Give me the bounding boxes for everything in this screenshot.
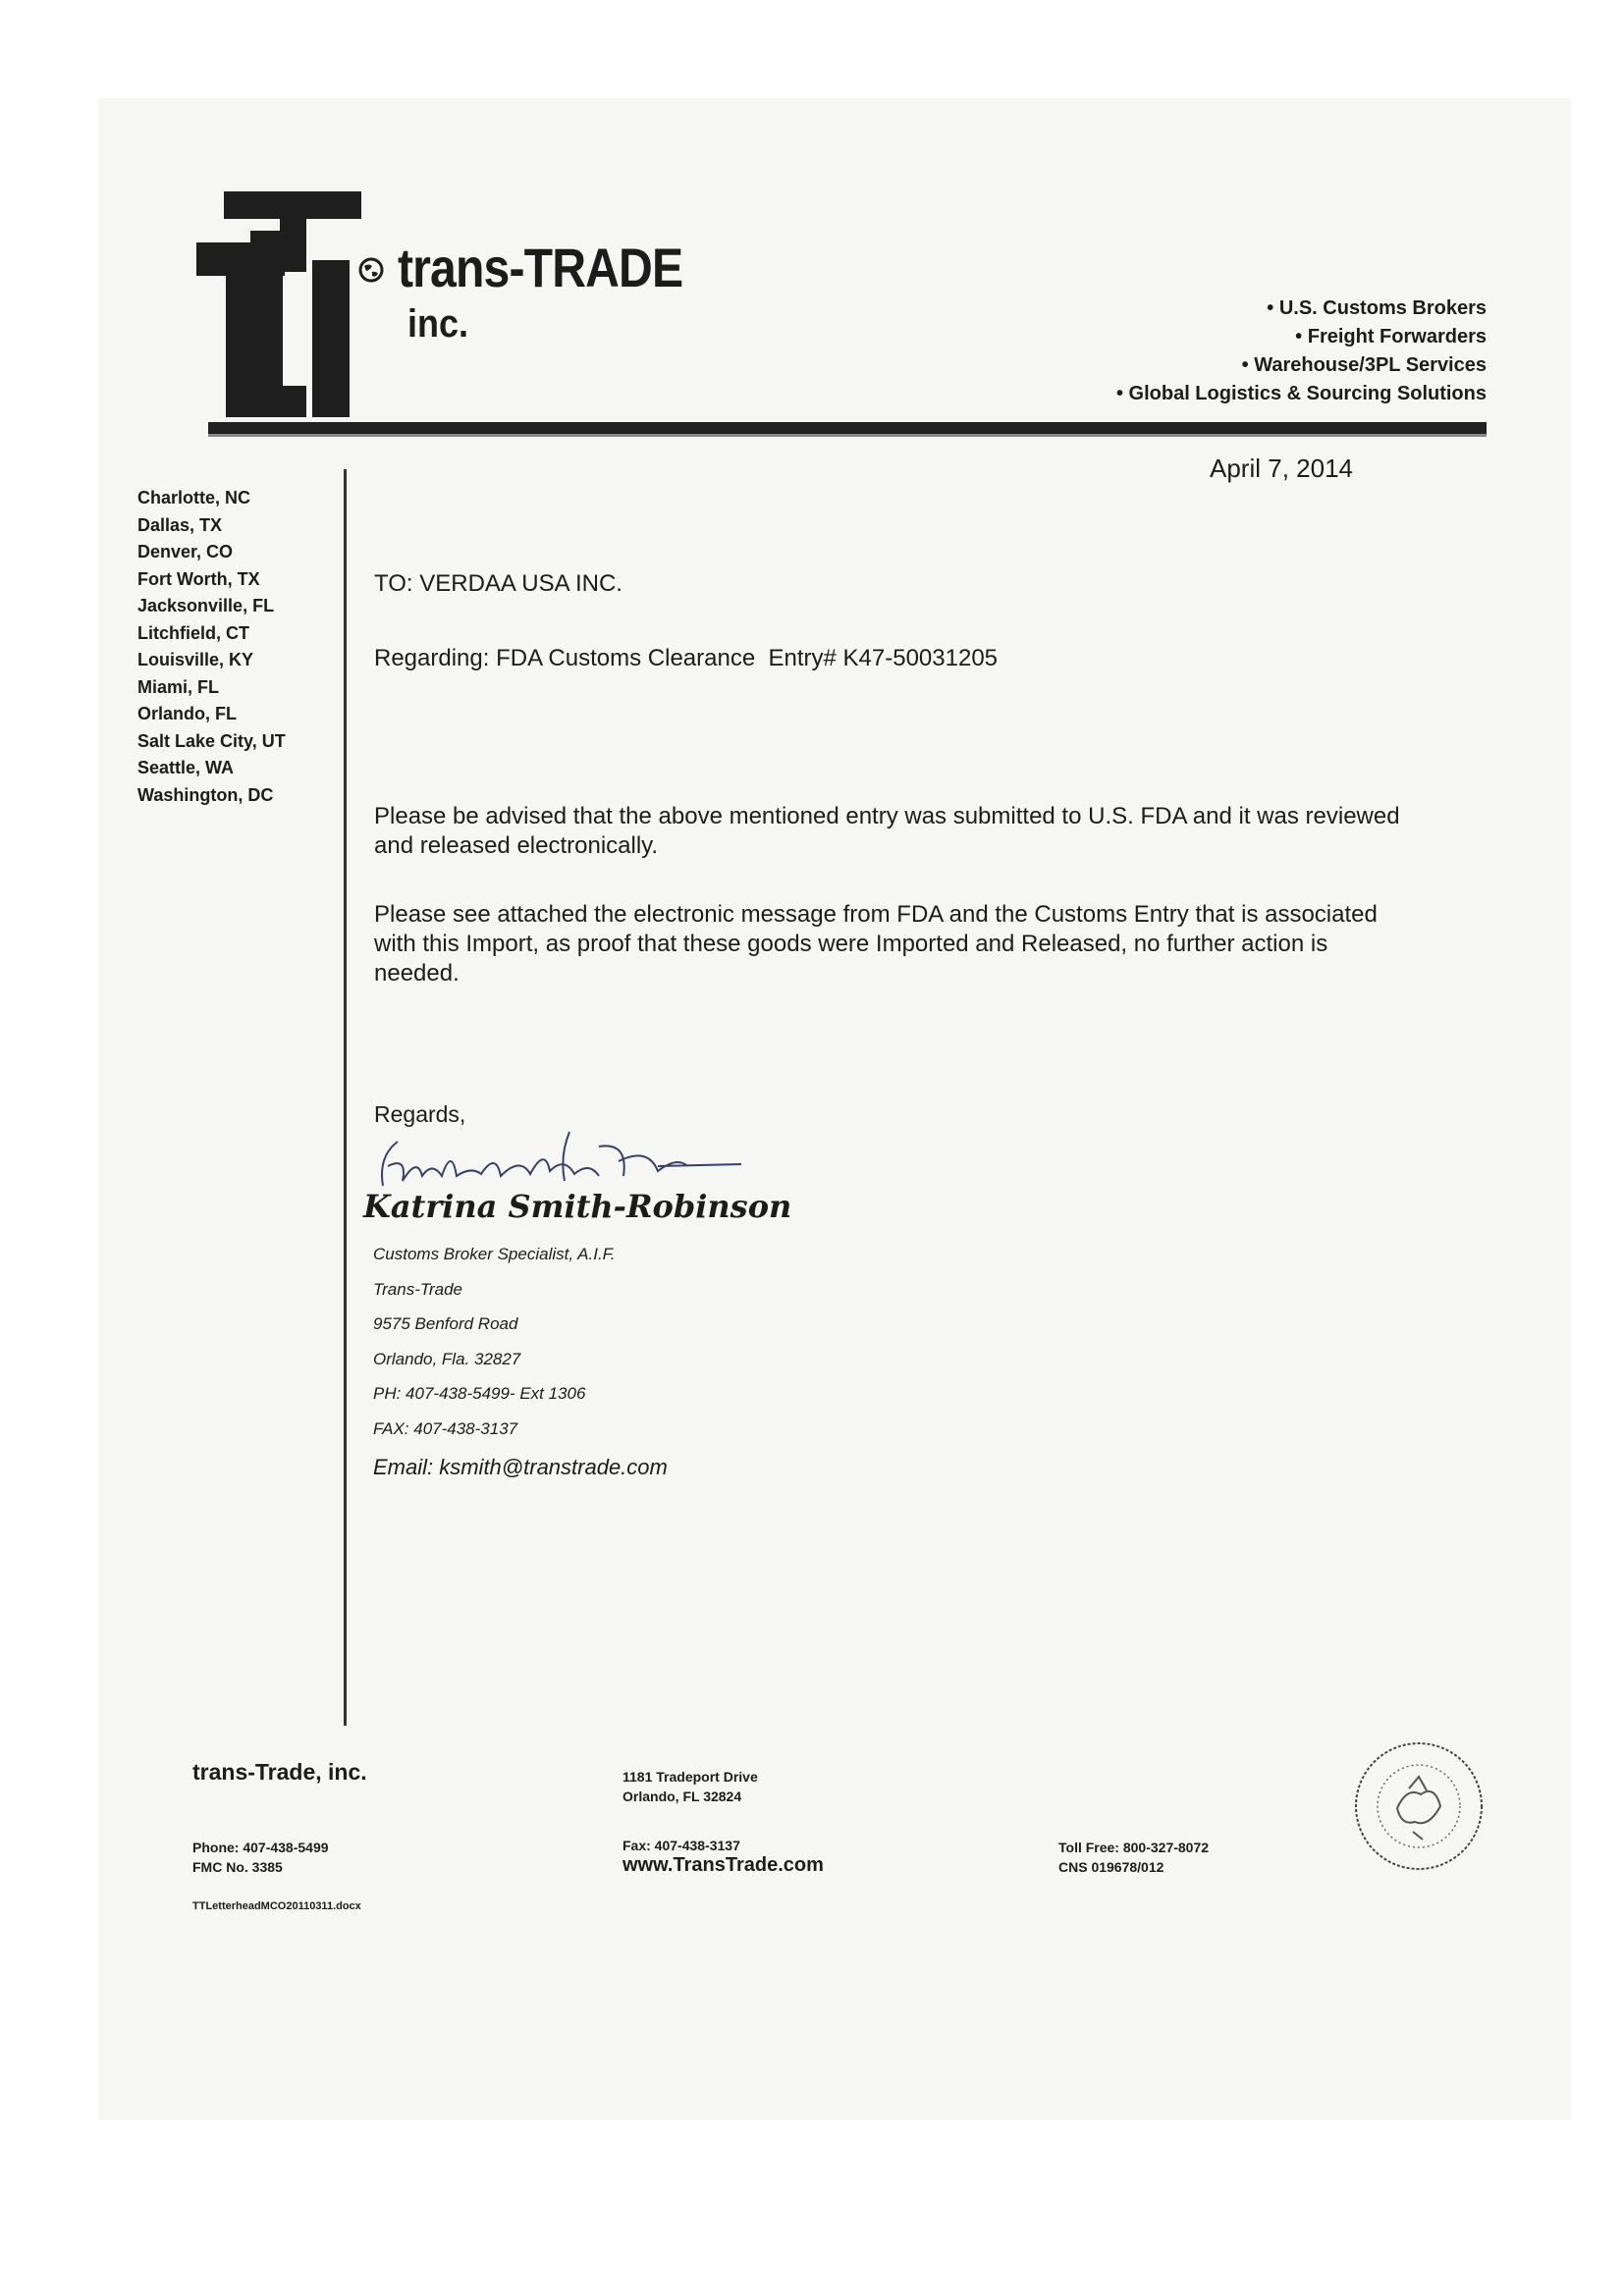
globe-icon bbox=[358, 257, 384, 283]
location-item: Louisville, KY bbox=[137, 650, 254, 669]
association-seal-icon bbox=[1350, 1737, 1488, 1875]
location-item: Washington, DC bbox=[137, 784, 274, 805]
location-item: Dallas, TX bbox=[137, 514, 223, 535]
trans-trade-logo-icon bbox=[196, 191, 383, 417]
footer-company-name: trans-Trade, inc. bbox=[192, 1759, 367, 1785]
signatory-email: Email: ksmith@transtrade.com bbox=[373, 1455, 668, 1479]
footer-address-line: 1181 Tradeport Drive bbox=[623, 1769, 758, 1785]
office-locations bbox=[137, 485, 286, 809]
brand-suffix: inc. bbox=[407, 302, 469, 346]
footer-doc-ref: TTLetterheadMCO20110311.docx bbox=[192, 1900, 361, 1912]
footer-fmc: FMC No. 3385 bbox=[192, 1859, 283, 1875]
signatory-fax: FAX: 407-438-3137 bbox=[373, 1418, 518, 1438]
location-item: Jacksonville, FL bbox=[137, 596, 275, 615]
footer-phone: Phone: 407-438-5499 bbox=[192, 1840, 329, 1855]
footer-tollfree: Toll Free: 800-327-8072 bbox=[1058, 1840, 1210, 1855]
footer-cns: CNS 019678/012 bbox=[1058, 1859, 1164, 1875]
footer-address-line: Orlando, FL 32824 bbox=[623, 1789, 742, 1804]
signatory-name: Katrina Smith-Robinson bbox=[363, 1188, 792, 1225]
margin-rule bbox=[344, 469, 347, 1726]
subject-line: Regarding: FDA Customs Clearance Entry# K47-50031205 bbox=[374, 645, 999, 671]
signatory-company: Trans-Trade bbox=[373, 1279, 463, 1299]
location-item: Miami, FL bbox=[137, 676, 220, 697]
location-item: Litchfield, CT bbox=[137, 622, 249, 643]
signatory-phone: PH: 407-438-5499- Ext 1306 bbox=[373, 1384, 586, 1403]
location-item: Salt Lake City, UT bbox=[137, 730, 286, 751]
footer-website: www.TransTrade.com bbox=[623, 1854, 824, 1876]
letter-date: April 7, 2014 bbox=[1210, 454, 1353, 483]
header-divider bbox=[208, 422, 1487, 434]
signatory-title: Customs Broker Specialist, A.I.F. bbox=[373, 1245, 616, 1263]
footer-phone-block bbox=[192, 1838, 329, 1877]
brand-name: trans-TRADE bbox=[398, 237, 683, 298]
signatory-street: 9575 Benford Road bbox=[373, 1314, 518, 1333]
service-item: • Global Logistics & Sourcing Solutions bbox=[1115, 383, 1487, 404]
location-item: Fort Worth, TX bbox=[137, 568, 260, 589]
footer-address bbox=[623, 1767, 758, 1806]
service-item: • U.S. Customs Brokers bbox=[1267, 297, 1487, 319]
footer-tollfree-block bbox=[1058, 1838, 1209, 1877]
location-item: Seattle, WA bbox=[137, 758, 235, 777]
header-divider-shadow bbox=[208, 434, 1487, 437]
signature-details bbox=[373, 1237, 668, 1485]
location-item: Denver, CO bbox=[137, 542, 234, 561]
services-list bbox=[1116, 294, 1487, 408]
footer-fax: Fax: 407-438-3137 bbox=[623, 1838, 740, 1853]
recipient-line: TO: VERDAA USA INC. bbox=[374, 570, 623, 597]
service-item: • Freight Forwarders bbox=[1295, 326, 1487, 347]
body-paragraph-1: Please be advised that the above mentioned entry was submitted to U.S. FDA and it was reviewed and released electronically. bbox=[374, 803, 1400, 859]
service-item: • Warehouse/3PL Services bbox=[1241, 354, 1487, 376]
location-item: Charlotte, NC bbox=[137, 488, 251, 507]
location-item: Orlando, FL bbox=[137, 704, 237, 723]
body-paragraph-2: Please see attached the electronic message from FDA and the Customs Entry that is associated with this Import, as proof that these goods were Imported and Released, no further action is needed. bbox=[374, 901, 1378, 987]
closing: Regards, bbox=[374, 1101, 466, 1127]
signatory-city: Orlando, Fla. 32827 bbox=[373, 1349, 521, 1368]
